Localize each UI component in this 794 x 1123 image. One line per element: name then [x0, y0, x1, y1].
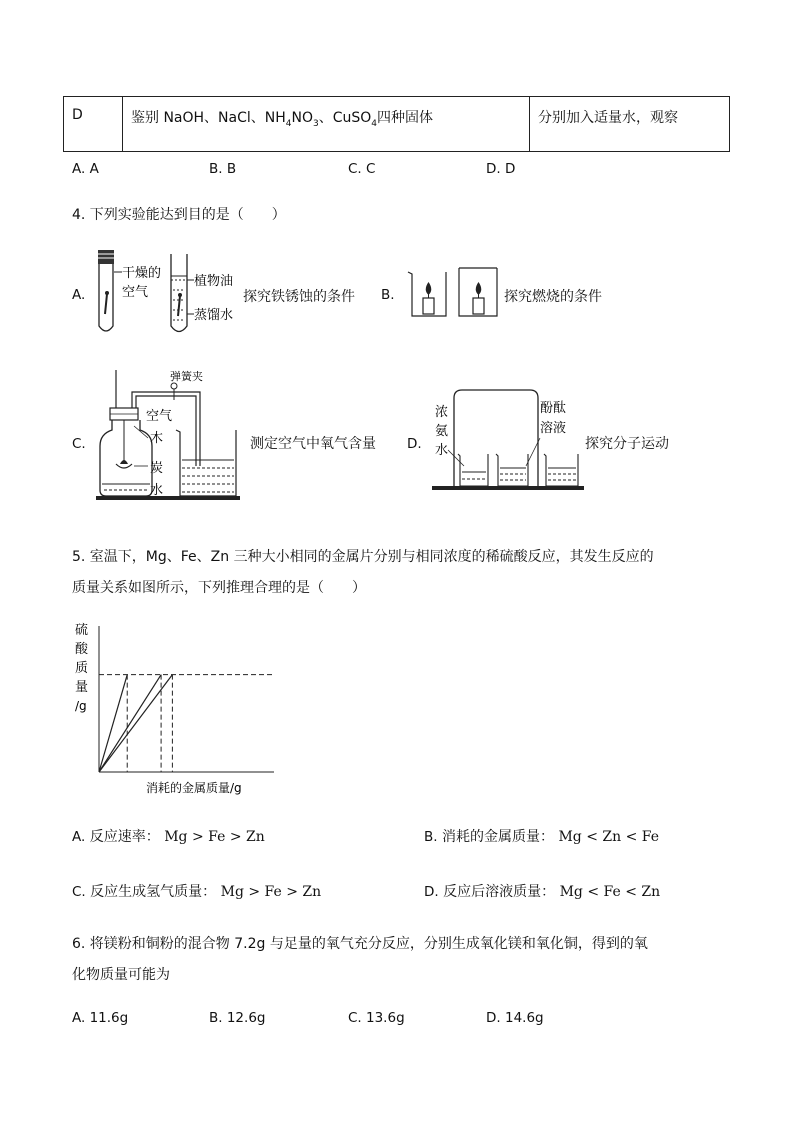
table-cell-method — [530, 97, 730, 152]
row-sub-1: 4 — [285, 118, 292, 129]
q4-option-d-letter[interactable]: D. — [407, 436, 422, 452]
q3-option-a[interactable]: A. A — [72, 161, 99, 177]
y-axis-label-3: 质 — [75, 661, 89, 676]
q3-option-c[interactable]: C. C — [348, 161, 376, 177]
candle-1-icon — [423, 298, 434, 314]
q4-option-a-letter[interactable]: A. — [72, 287, 86, 303]
beaker-1 — [408, 272, 446, 316]
label-air-c: 空气 — [146, 409, 173, 424]
y-axis-label-2: 酸 — [75, 642, 89, 657]
rust-experiment-diagram — [90, 244, 250, 344]
label-conc-1: 浓 — [435, 405, 449, 420]
q5-option-c[interactable] — [72, 881, 321, 901]
row-sub-3: 4 — [371, 118, 378, 129]
q5-option-c-letter: C. — [72, 884, 86, 900]
q5-option-a-text: 反应速率： — [89, 829, 160, 845]
beaker-ammonia — [458, 454, 488, 486]
q5-option-a[interactable] — [72, 826, 265, 846]
q4-option-b-text: 探究燃烧的条件 — [504, 289, 602, 305]
q3-option-d[interactable]: D. D — [486, 161, 516, 177]
label-conc-3: 水 — [435, 443, 449, 458]
clamp-icon — [171, 383, 177, 389]
label-phenolphthalein-1: 酚酞 — [540, 401, 567, 416]
q5-option-d[interactable] — [424, 881, 660, 901]
q5-option-a-formula: Mg > Fe > Zn — [164, 829, 265, 845]
label-oil: 植物油 — [194, 274, 234, 289]
q5-stem-line-1: 5. 室温下，Mg、Fe、Zn 三种大小相同的金属片分别与相同浓度的稀硫酸反应，其发生反应的 — [72, 549, 654, 565]
gas-bottle — [100, 420, 152, 496]
q3-option-b[interactable]: B. B — [209, 161, 237, 177]
series-line-2 — [99, 675, 161, 772]
flame-2-icon — [476, 282, 482, 295]
label-dry: 干燥的 — [122, 266, 162, 281]
q5-stem-line-2: 质量关系如图所示，下列推理合理的是（ ） — [72, 580, 366, 596]
q4-option-b-letter[interactable]: B. — [381, 287, 395, 303]
y-axis-label-1: 硫 — [75, 623, 89, 638]
label-wood: 木 — [150, 431, 164, 446]
q4-option-a-text: 探究铁锈蚀的条件 — [243, 289, 355, 305]
row-content-2: NO — [291, 110, 313, 126]
row-content-1: 鉴别 NaOH、NaCl、NH — [131, 110, 286, 126]
row-content-3: 、CuSO — [318, 110, 372, 126]
row-content-4: 四种固体 — [377, 110, 434, 126]
combustion-experiment-diagram — [404, 264, 504, 322]
q4-option-d-text: 探究分子运动 — [585, 436, 669, 452]
label-conc-2: 氨 — [435, 424, 449, 439]
flame-1-icon — [426, 282, 432, 295]
q4-option-c-letter[interactable]: C. — [72, 436, 86, 452]
table-row — [64, 97, 730, 152]
q5-option-c-formula: Mg > Fe > Zn — [220, 884, 322, 900]
q5-option-d-formula: Mg < Fe < Zn — [559, 884, 661, 900]
q5-option-a-letter: A. — [72, 829, 86, 845]
oxygen-measurement-diagram — [94, 366, 244, 502]
q6-option-b[interactable]: B. 12.6g — [209, 1010, 266, 1026]
question-table — [63, 96, 730, 152]
table-cell-label — [64, 97, 123, 152]
q5-option-d-letter: D. — [424, 884, 439, 900]
q6-option-d[interactable]: D. 14.6g — [486, 1010, 544, 1026]
label-spring-clamp: 弹簧夹 — [170, 370, 203, 383]
q5-option-b-letter: B. — [424, 829, 438, 845]
label-phenolphthalein-2: 溶液 — [540, 421, 567, 436]
connecting-tube — [132, 392, 200, 466]
q5-option-b-text: 消耗的金属质量： — [442, 829, 555, 845]
beaker-phenolphthalein-1 — [496, 454, 528, 486]
water-beaker — [176, 430, 236, 496]
q4-stem: 4. 下列实验能达到目的是（ ） — [72, 207, 286, 223]
label-water-c: 水 — [150, 483, 164, 498]
q6-stem-line-2: 化物质量可能为 — [72, 967, 170, 983]
row-sub-2: 3 — [313, 118, 319, 129]
row-method: 分别加入适量水，观察 — [538, 110, 678, 126]
q6-stem-line-1: 6. 将镁粉和铜粉的混合物 7.2g 与足量的氧气充分反应，分别生成氧化镁和氧化铜，得到的氧 — [72, 936, 648, 952]
table-cell-content — [123, 97, 530, 152]
x-axis-label: 消耗的金属质量/g — [146, 781, 242, 795]
q6-option-c[interactable]: C. 13.6g — [348, 1010, 405, 1026]
combustion-spoon-icon — [116, 464, 132, 468]
beaker-phenolphthalein-2 — [544, 454, 578, 486]
stopper-icon — [98, 250, 114, 264]
label-charcoal: 炭 — [150, 461, 164, 476]
candle-2-icon — [473, 298, 484, 314]
series-line-1 — [99, 675, 127, 772]
iron-nail-icon — [105, 294, 107, 314]
row-label: D — [72, 107, 83, 123]
q5-option-c-text: 反应生成氢气质量： — [90, 884, 217, 900]
label-distilled-water: 蒸馏水 — [194, 308, 234, 323]
q5-option-d-text: 反应后溶液质量： — [443, 884, 556, 900]
label-air: 空气 — [122, 285, 149, 300]
q6-option-a[interactable]: A. 11.6g — [72, 1010, 129, 1026]
q5-option-b[interactable] — [424, 826, 659, 846]
y-axis-label-5: /g — [75, 699, 87, 713]
y-axis-label-4: 量 — [75, 680, 89, 695]
q5-option-b-formula: Mg < Zn < Fe — [558, 829, 660, 845]
molecular-motion-diagram — [430, 386, 586, 496]
q5-chart — [70, 618, 280, 800]
q4-option-c-text: 测定空气中氧气含量 — [250, 436, 376, 452]
